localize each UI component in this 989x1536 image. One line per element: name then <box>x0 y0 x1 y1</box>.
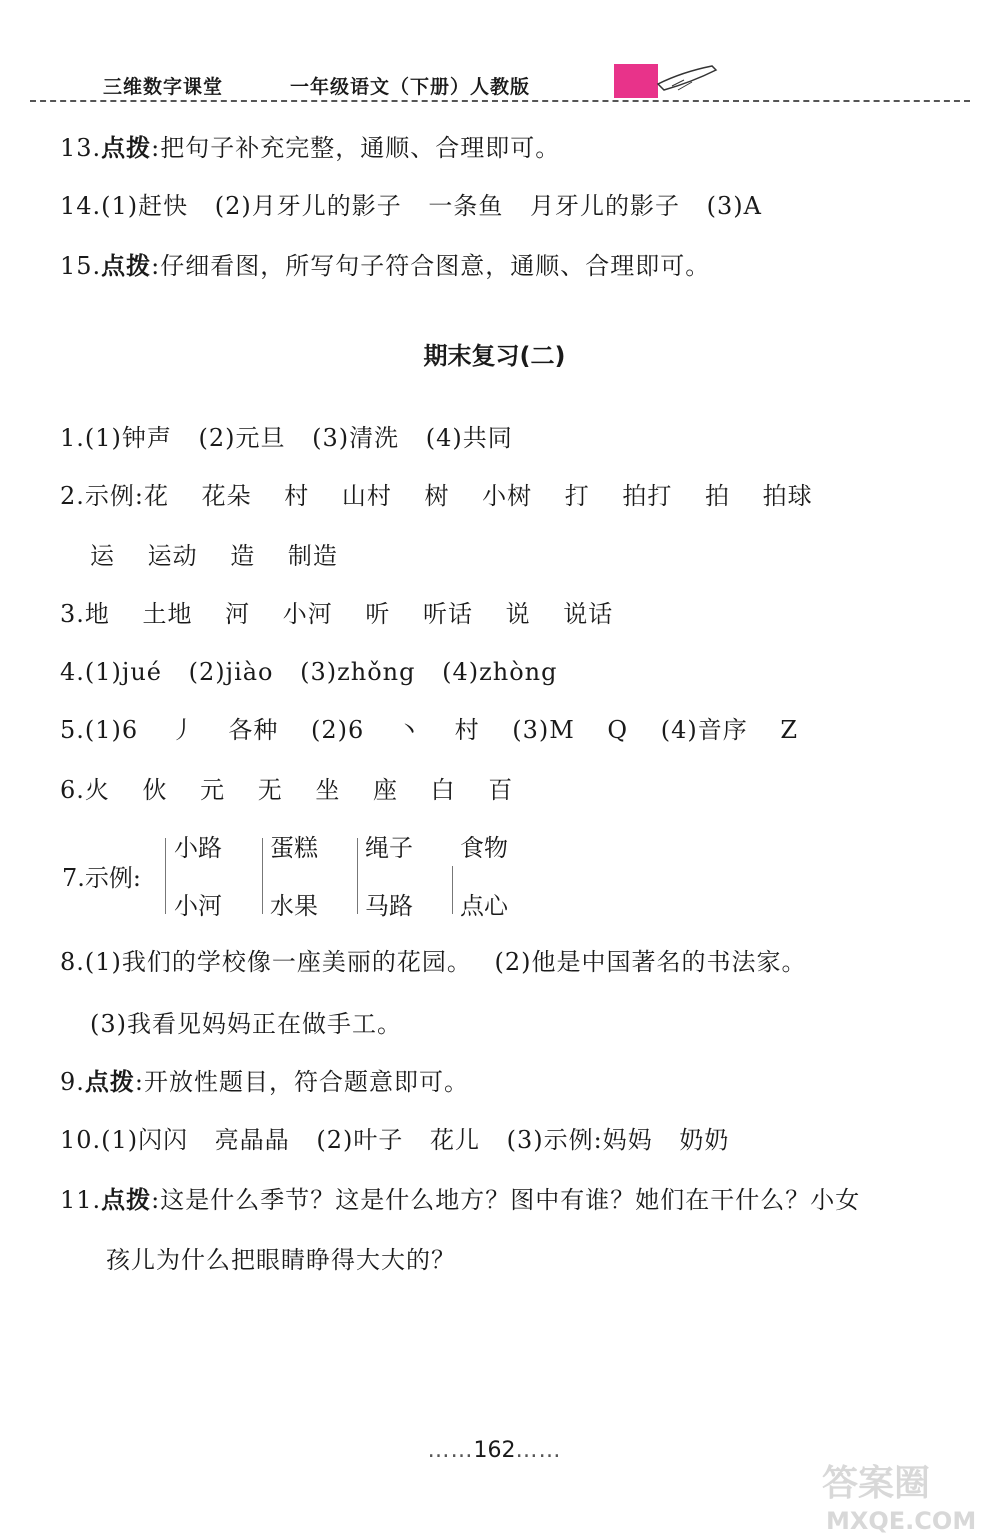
page-header <box>0 0 989 105</box>
page-number: 162 <box>473 1438 516 1463</box>
item-text: :开放性题目，符合题意即可。 <box>134 1068 469 1096</box>
item-number: 15. <box>60 252 102 280</box>
section-title: 期末复习(二) <box>423 342 566 370</box>
item-2-line-1: 2.示例:花 花朵 村 山村 树 小树 打 拍打 拍 拍球 <box>60 482 813 510</box>
brace-line <box>165 838 170 914</box>
brace-line <box>357 838 362 914</box>
item-10: 10.(1)闪闪 亮晶晶 (2)叶子 花儿 (3)示例:妈妈 奶奶 <box>60 1126 730 1154</box>
item-7-bottom-2: 水果 <box>270 892 318 920</box>
item-7-top-1: 小路 <box>174 834 222 862</box>
item-11-line-2: 孩儿为什么把眼睛睁得大大的？ <box>106 1246 456 1274</box>
header-divider <box>30 100 970 102</box>
item-7-top-4: 食物 <box>460 834 508 862</box>
rocket-logo-icon <box>612 62 722 102</box>
item-8-line-2: (3)我看见妈妈正在做手工。 <box>90 1010 402 1038</box>
item-7-label: 7.示例: <box>62 864 141 892</box>
item-number: 13. <box>60 134 102 162</box>
brace-line <box>262 838 267 914</box>
item-9 <box>60 1066 469 1098</box>
book-title: 一年级语文（下册）人教版 <box>290 76 531 98</box>
brand-title: 三维数字课堂 <box>103 76 224 98</box>
item-4: 4.(1)jué (2)jiào (3)zhǒng (4)zhòng <box>60 658 558 686</box>
item-6: 6.火 伙 元 无 坐 座 白 百 <box>60 776 514 804</box>
brace-line <box>452 866 457 914</box>
item-text: :把句子补充完整，通顺、合理即可。 <box>151 134 561 162</box>
item-text: :仔细看图，所写句子符合图意，通顺、合理即可。 <box>151 252 711 280</box>
item-3: 3.地 土地 河 小河 听 听话 说 说话 <box>60 600 614 628</box>
watermark-line-1: 答案圈 <box>822 1463 931 1504</box>
item-7-bottom-3: 马路 <box>365 892 413 920</box>
hint-tag: 点拨 <box>101 134 152 162</box>
item-7-bottom-4: 点心 <box>460 892 508 920</box>
item-15 <box>60 250 710 282</box>
item-7-bottom-1: 小河 <box>174 892 222 920</box>
item-11-line-1 <box>60 1184 860 1216</box>
item-number: 11. <box>60 1186 102 1214</box>
item-5: 5.(1)6 丿 各种 (2)6 丶 村 (3)M Q (4)音序 Z <box>60 716 799 744</box>
item-number: 9. <box>60 1068 85 1096</box>
footer-dots-left: …… <box>427 1438 474 1463</box>
hint-tag: 点拨 <box>84 1068 135 1096</box>
watermark-line-2: MXQE.COM <box>826 1507 977 1535</box>
item-2-line-2: 运 运动 造 制造 <box>90 542 338 570</box>
item-7-top-3: 绳子 <box>365 834 413 862</box>
watermark-logo-icon <box>818 1455 988 1535</box>
item-8-line-1: 8.(1)我们的学校像一座美丽的花园。 (2)他是中国著名的书法家。 <box>60 948 807 976</box>
item-13 <box>60 132 560 164</box>
hint-tag: 点拨 <box>101 1186 152 1214</box>
item-text: :这是什么季节？这是什么地方？图中有谁？她们在干什么？小女 <box>151 1186 861 1214</box>
item-1: 1.(1)钟声 (2)元旦 (3)清洗 (4)共同 <box>60 424 513 452</box>
footer-dots-right: …… <box>515 1438 562 1463</box>
item-14: 14.(1)赶快 (2)月牙儿的影子 一条鱼 月牙儿的影子 (3)A <box>60 192 763 220</box>
item-7-top-2: 蛋糕 <box>270 834 318 862</box>
hint-tag: 点拨 <box>101 252 152 280</box>
